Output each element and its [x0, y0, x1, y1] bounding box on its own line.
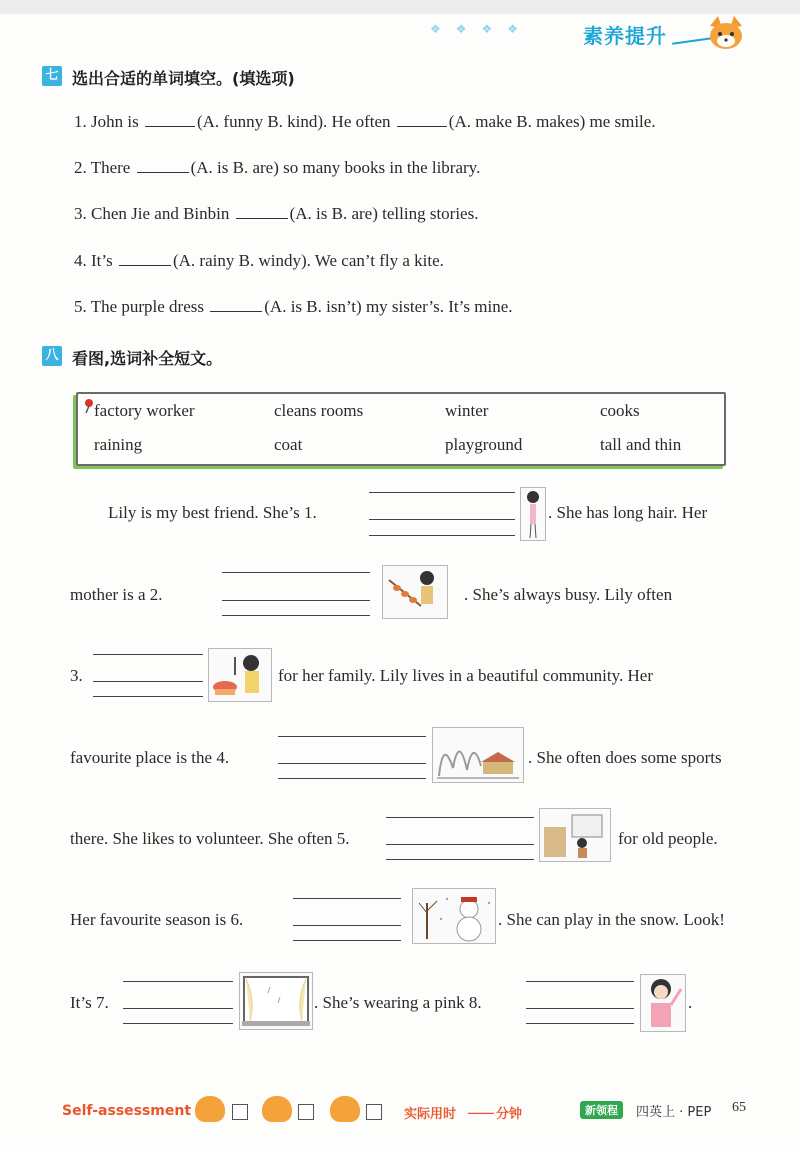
time-unit: 分钟	[496, 1107, 523, 1122]
word-bank-item: coat	[274, 435, 303, 454]
answer-field-4[interactable]	[278, 740, 426, 780]
writing-line	[386, 817, 534, 818]
writing-line	[278, 736, 426, 737]
series-tag: 新领程	[580, 1101, 623, 1119]
fox-mascot-icon	[704, 14, 748, 54]
section-seven-badge: 七	[42, 66, 62, 86]
answer-field-7[interactable]	[123, 985, 233, 1025]
answer-blank-5[interactable]	[210, 297, 262, 312]
passage-line-2a: mother is a 2.	[70, 585, 163, 604]
question-4	[74, 251, 444, 271]
writing-line	[293, 898, 401, 899]
question-4-options: (A. rainy B. windy). We can’t fly a kite.	[172, 251, 444, 270]
question-3-stem: 3. Chen Jie and Binbin	[74, 204, 230, 223]
answer-field-5[interactable]	[386, 821, 534, 861]
rainy-window-picture	[239, 972, 313, 1030]
question-1-stem: 1. John is	[74, 112, 139, 131]
answer-blank-3[interactable]	[236, 204, 288, 219]
question-2-options: (A. is B. are) so many books in the library.	[190, 158, 481, 177]
word-bank-item: winter	[445, 401, 489, 420]
answer-blank-1b[interactable]	[397, 112, 447, 127]
passage-line-6a: Her favourite season is 6.	[70, 910, 244, 929]
passage-line-2b: . She’s always busy. Lily often	[464, 585, 673, 604]
section-eight-title: 看图,选词补全短文。	[72, 349, 223, 368]
answer-field-1[interactable]	[369, 496, 515, 536]
writing-line	[369, 492, 515, 493]
passage-line-3a: 3.	[70, 666, 83, 685]
factory-worker-picture	[382, 565, 448, 619]
book-label: 四英上 · PEP	[636, 1105, 712, 1120]
writing-line	[123, 981, 233, 982]
answer-field-8[interactable]	[526, 985, 634, 1025]
girl-cooking-picture	[208, 648, 272, 702]
passage-line-7c: .	[688, 993, 693, 1012]
question-1-options-2: (A. make B. makes) me smile.	[448, 112, 656, 131]
rating-checkbox[interactable]	[298, 1104, 314, 1120]
time-label: 实际用时	[404, 1107, 457, 1122]
answer-blank-4[interactable]	[119, 251, 171, 266]
question-5	[74, 297, 513, 317]
passage-line-6b: . She can play in the snow. Look!	[498, 910, 725, 929]
top-margin-band	[0, 0, 800, 14]
writing-line	[526, 981, 634, 982]
fox-rating-icon	[330, 1096, 360, 1122]
question-1-options: (A. funny B. kind). He often	[196, 112, 391, 131]
girl-in-coat-picture	[640, 974, 686, 1032]
question-3-options: (A. is B. are) telling stories.	[289, 204, 479, 223]
word-bank-item: cleans rooms	[274, 401, 364, 420]
self-assessment-label: Self-assessment	[62, 1103, 192, 1119]
passage-line-3b: for her family. Lily lives in a beautiful community. Her	[278, 666, 653, 685]
passage-line-5a: there. She likes to volunteer. She often 5.	[70, 829, 350, 848]
answer-field-2[interactable]	[222, 576, 370, 616]
section-seven-title: 选出合适的单词填空。(填选项)	[72, 69, 295, 88]
page-number: 65	[732, 1100, 746, 1115]
writing-line	[93, 654, 203, 655]
passage-line-7b: . She’s wearing a pink 8.	[314, 993, 482, 1012]
snowman-winter-picture	[412, 888, 496, 944]
paw-prints-decoration: ❖ ❖ ❖ ❖	[430, 22, 525, 36]
passage-line-1b: . She has long hair. Her	[548, 503, 708, 522]
question-4-stem: 4. It’s	[74, 251, 113, 270]
question-5-stem: 5. The purple dress	[74, 297, 204, 316]
passage-line-5b: for old people.	[618, 829, 718, 848]
question-2-stem: 2. There	[74, 158, 131, 177]
time-blank[interactable]: ____	[468, 1100, 494, 1115]
passage-line-7a: It’s 7.	[70, 993, 109, 1012]
word-bank-box	[76, 392, 726, 466]
word-bank-item: playground	[445, 435, 523, 454]
rating-checkbox[interactable]	[232, 1104, 248, 1120]
question-2	[74, 158, 480, 178]
question-1	[74, 112, 656, 132]
word-bank-item: factory worker	[94, 401, 195, 420]
section-eight-badge: 八	[42, 346, 62, 366]
fox-rating-icon	[195, 1096, 225, 1122]
passage-line-4b: . She often does some sports	[528, 748, 722, 767]
word-bank-item: tall and thin	[600, 435, 682, 454]
passage-line-1a: Lily is my best friend. She’s 1.	[108, 503, 317, 522]
passage-line-4a: favourite place is the 4.	[70, 748, 230, 767]
question-3	[74, 204, 478, 224]
playground-picture	[432, 727, 524, 783]
answer-blank-1[interactable]	[145, 112, 195, 127]
fox-rating-icon	[262, 1096, 292, 1122]
question-5-options: (A. is B. isn’t) my sister’s. It’s mine.	[264, 297, 513, 316]
word-bank-item: raining	[94, 435, 143, 454]
writing-line	[222, 572, 370, 573]
cleaning-rooms-picture	[539, 808, 611, 862]
rating-checkbox[interactable]	[366, 1104, 382, 1120]
answer-blank-2[interactable]	[137, 158, 189, 173]
brand-title: 素养提升	[583, 24, 667, 48]
answer-field-3[interactable]	[93, 658, 203, 698]
tall-thin-girl-picture	[520, 487, 546, 541]
word-bank-item: cooks	[600, 401, 640, 420]
answer-field-6[interactable]	[293, 902, 401, 942]
